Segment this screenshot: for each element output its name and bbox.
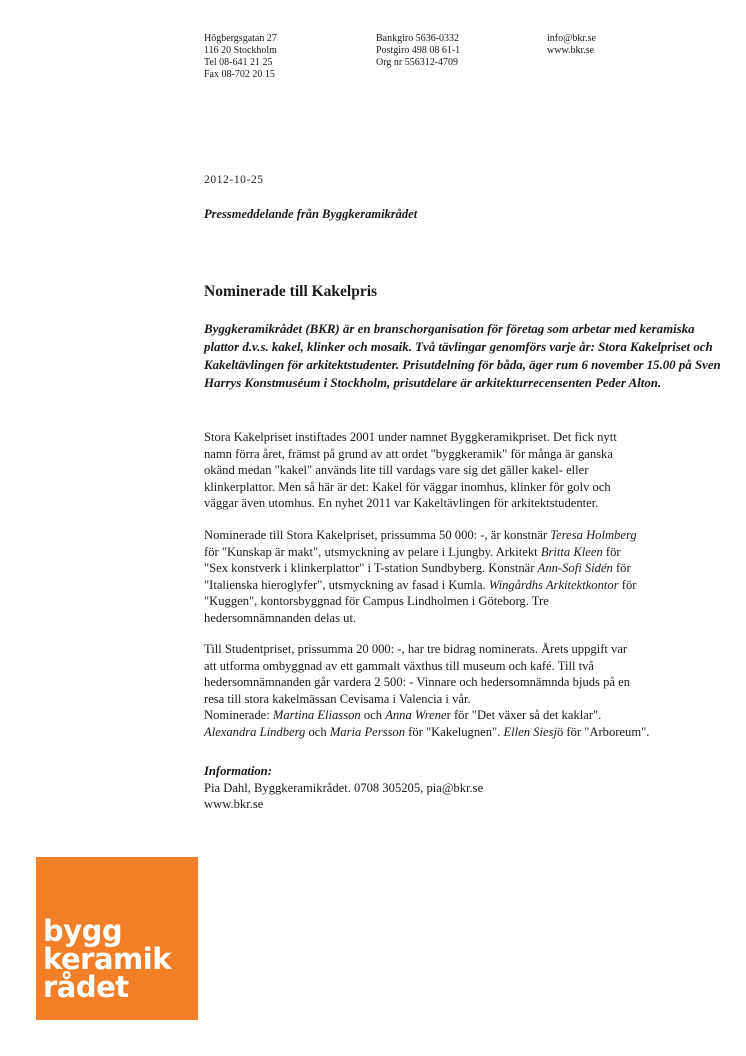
nominee-name: Teresa Holmberg bbox=[550, 528, 637, 542]
text-line bbox=[204, 724, 724, 741]
text-segment: för bbox=[618, 577, 637, 592]
paragraph-student-prize bbox=[204, 641, 724, 740]
nominee-name: Anna Wrene bbox=[385, 708, 447, 722]
postgiro: Postgiro 498 08 61-1 bbox=[376, 45, 461, 56]
nominee-name: Maria Persson bbox=[329, 724, 406, 739]
web-link[interactable]: www.bkr.se bbox=[204, 797, 264, 811]
letterhead-finance bbox=[376, 33, 460, 69]
text-line bbox=[204, 527, 724, 544]
text-segment: för "Kunskap är makt", utsmyckning av pelare i Ljungby. Arkitekt bbox=[204, 544, 541, 559]
byggkeramikradet-logo bbox=[36, 857, 198, 1020]
text-line: "Kuggen", kontorsbyggnad för Campus Lindholmen i Göteborg. Tre bbox=[204, 594, 549, 608]
text-segment: ö för "Arboreum". bbox=[556, 724, 650, 739]
text-line bbox=[204, 577, 724, 594]
email-link[interactable]: info@bkr.se bbox=[547, 33, 596, 44]
nominee-name: Ellen Siesj bbox=[503, 724, 557, 739]
text-line: hedersomnämnanden delas ut. bbox=[204, 610, 357, 625]
lead-paragraph: Byggkeramikrådet (BKR) är en branschorganisation för företag som arbetar med keramiska plattor d.v.s. kakel, klinker och mosaik. Två tävlingar genomförs varje år: Stora Kakelpriset och Kakeltävlingen för arkitektstudenter. Prisutdelning för båda, äger rum 6 november 15.00 på Sven Harrys Konstmuséum i Stockholm, prisutdelare är arkitekturrecensenten Peder Alton. bbox=[204, 322, 721, 390]
text-segment: "Sex konstverk i klinkerplattor" i T-station Sundbyberg. Konstnär bbox=[204, 561, 538, 575]
logo-line: bygg bbox=[43, 914, 123, 948]
nominee-name: Alexandra Lindberg bbox=[204, 724, 306, 739]
address-street: Högbergsgatan 27 bbox=[204, 33, 277, 44]
text-segment: och bbox=[360, 708, 386, 722]
text-segment: Nominerade till Stora Kakelpriset, prissumma 50 000: -, är konstnär bbox=[204, 528, 551, 542]
paragraph-nominees-main bbox=[204, 527, 724, 626]
text-segment: "Italienska hieroglyfer", utsmyckning av fasad i Kumla. bbox=[204, 577, 489, 592]
text-line: Till Studentpriset, prissumma 20 000: -, har tre bidrag nominerats. Årets uppgift var bbox=[204, 642, 628, 656]
text-line bbox=[204, 544, 724, 561]
nominee-name: Wingårdhs Arkitektkontor bbox=[488, 577, 619, 592]
org-number: Org nr 556312-4709 bbox=[376, 57, 459, 68]
contact-line: Pia Dahl, Byggkeramikrådet. 0708 305205, pia@bkr.se bbox=[204, 780, 484, 795]
text-line: Stora Kakelpriset instiftades 2001 under namnet Byggkeramikpriset. Det fick nytt bbox=[204, 430, 617, 444]
document-date: 2012-10-25 bbox=[204, 174, 264, 186]
text-segment: för bbox=[612, 561, 631, 575]
text-segment: r för "Det växer så det kaklar". bbox=[446, 708, 602, 722]
nominee-name: Ann-Sofi Sidén bbox=[537, 561, 613, 575]
text-line bbox=[204, 560, 724, 577]
text-line: namn förra året, främst på grund av att ordet "byggkeramik" för många är ganska bbox=[204, 446, 613, 461]
nominee-name: Britta Kleen bbox=[540, 544, 603, 559]
letterhead-contact bbox=[547, 33, 596, 57]
document-title: Nominerade till Kakelpris bbox=[204, 283, 378, 300]
address-fax: Fax 08-702 20 15 bbox=[204, 69, 275, 80]
text-line: klinkerplattor. Men så här är det: Kakel för väggar inomhus, klinker för golv och bbox=[204, 479, 611, 494]
text-segment: för "Kakelugnen". bbox=[405, 724, 504, 739]
document-subtitle: Pressmeddelande från Byggkeramikrådet bbox=[204, 207, 418, 221]
address-phone: Tel 08-641 21 25 bbox=[204, 57, 273, 68]
website-link[interactable]: www.bkr.se bbox=[547, 45, 595, 56]
text-line: väggar även utomhus. En nyhet 2011 var Kakeltävlingen för arkitektstudenter. bbox=[204, 496, 599, 510]
address-postal: 116 20 Stockholm bbox=[204, 45, 277, 56]
text-line: att utforma ombyggnad av ett gammalt växthus till museum och kafé. Till två bbox=[204, 658, 594, 673]
logo-line: rådet bbox=[43, 970, 129, 1004]
text-segment: och bbox=[305, 724, 330, 739]
paragraph-history bbox=[204, 429, 724, 512]
text-segment: för bbox=[602, 544, 621, 559]
nominee-name: Martina Eliasson bbox=[272, 708, 361, 722]
information-label: Information: bbox=[204, 764, 272, 778]
bankgiro: Bankgiro 5636-0332 bbox=[376, 33, 460, 44]
letterhead-address bbox=[204, 33, 277, 81]
text-line: okänd medan "kakel" används lite till vardags vare sig det gäller kakel- eller bbox=[204, 463, 589, 477]
information-block bbox=[204, 763, 724, 813]
text-line bbox=[204, 707, 724, 724]
text-segment: Nominerade: bbox=[204, 708, 273, 722]
text-line: hedersomnämnanden går vardera 2 500: - Vinnare och hedersomnämnda bjuds på en bbox=[204, 675, 631, 689]
logo-line: keramik bbox=[43, 942, 171, 976]
text-line: resa till stora kakelmässan Cevisama i Valencia i vår. bbox=[204, 691, 471, 706]
